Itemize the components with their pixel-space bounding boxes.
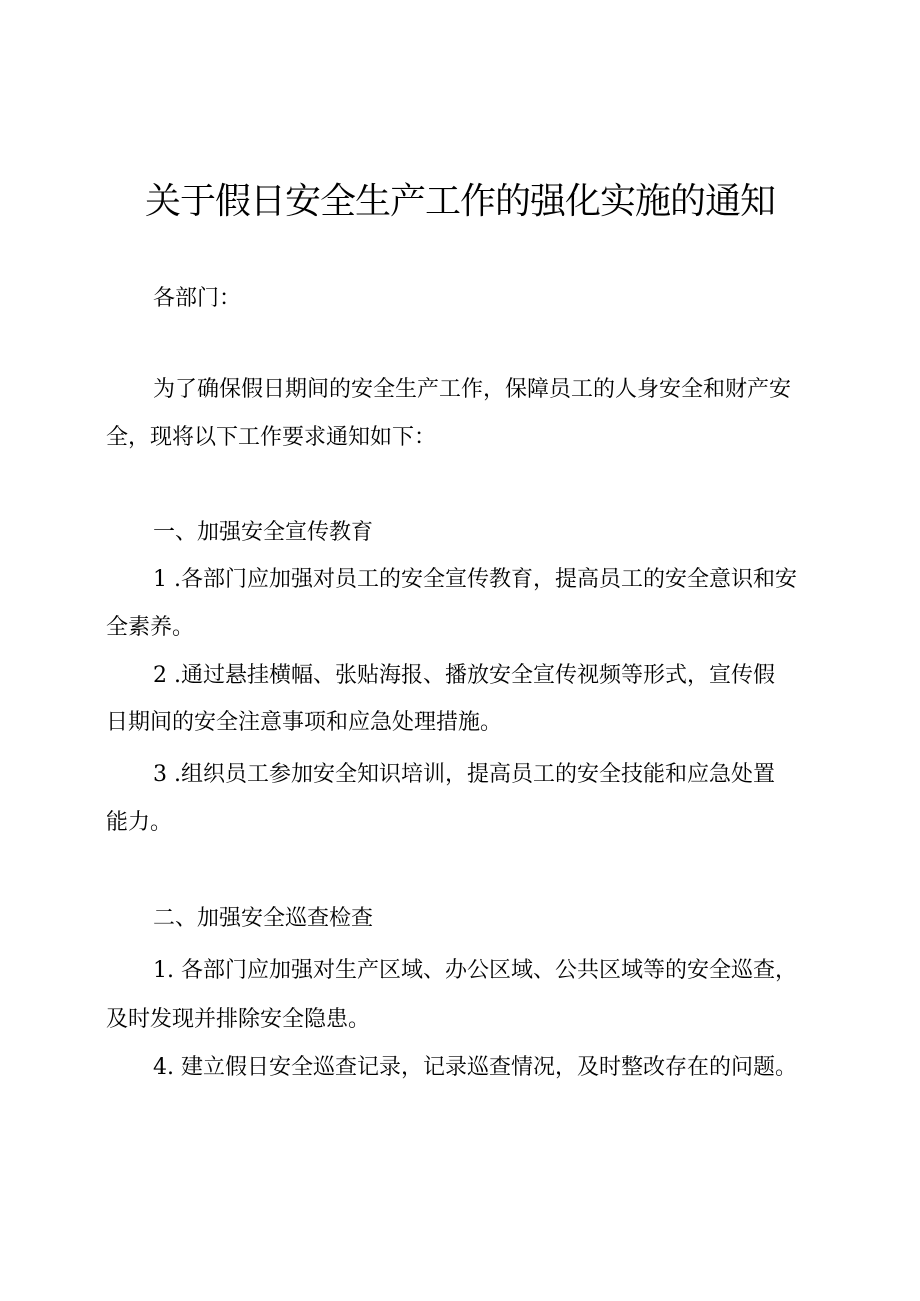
section1-item3-line1: 3 .组织员工参加安全知识培训，提高员工的安全技能和应急处置 bbox=[153, 762, 775, 787]
intro-line-1: 为了确保假日期间的安全生产工作，保障员工的人身安全和财产安 bbox=[153, 377, 792, 402]
section2-item4-line1: 4. 建立假日安全巡查记录，记录巡查情况，及时整改存在的问题。 bbox=[153, 1055, 797, 1080]
section1-item2-line2: 日期间的安全注意事项和应急处理措施。 bbox=[106, 710, 503, 735]
document-title: 关于假日安全生产工作的强化实施的通知 bbox=[144, 181, 775, 222]
section2-item1-line1: 1. 各部门应加强对生产区域、办公区域、公共区域等的安全巡查， bbox=[153, 958, 797, 983]
intro-line-2: 全，现将以下工作要求通知如下： bbox=[106, 425, 437, 450]
section1-item3-line2: 能力。 bbox=[106, 810, 173, 835]
section1-item1-line2: 全素养。 bbox=[106, 615, 195, 640]
salutation: 各部门： bbox=[153, 286, 242, 311]
section2-item1-line2: 及时发现并排除安全隐患。 bbox=[106, 1007, 371, 1032]
section2-heading: 二、加强安全巡查检查 bbox=[153, 906, 374, 931]
section1-heading: 一、加强安全宣传教育 bbox=[153, 520, 374, 545]
section1-item1-line1: 1 .各部门应加强对员工的安全宣传教育，提高员工的安全意识和安 bbox=[153, 567, 797, 592]
section1-item2-line1: 2 .通过悬挂横幅、张贴海报、播放安全宣传视频等形式，宣传假 bbox=[153, 663, 775, 688]
